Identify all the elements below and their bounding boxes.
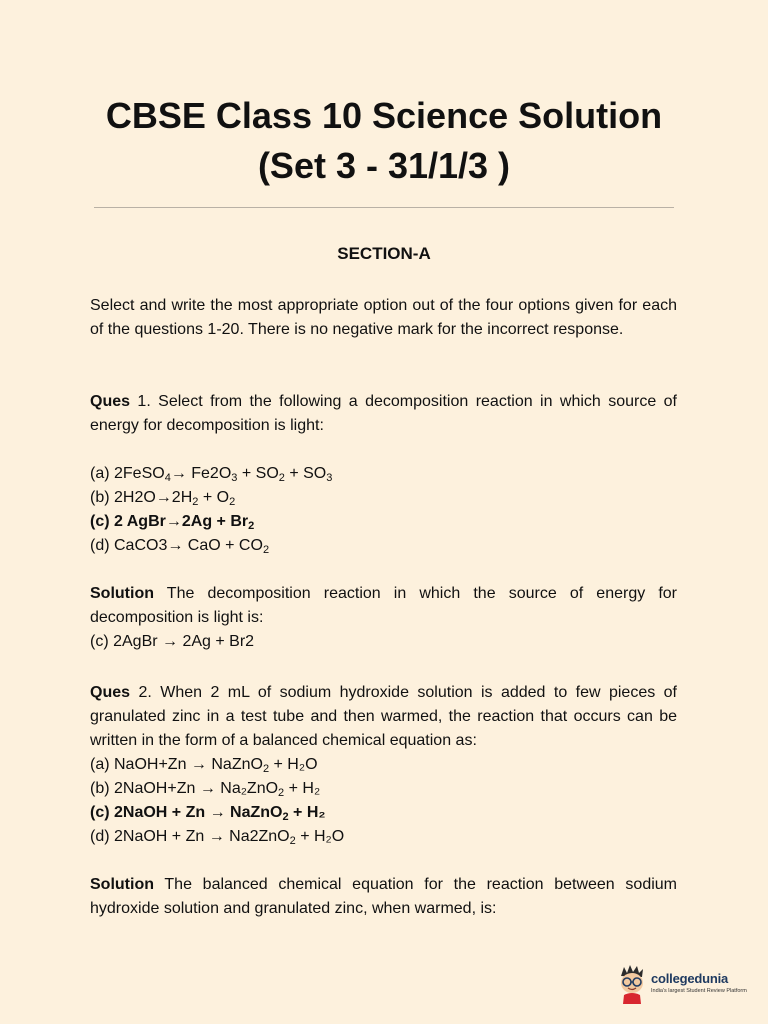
question-1-solution [90,582,677,654]
title-line-2: (Set 3 - 31/1/3 ) [257,145,511,186]
title-line-1: CBSE Class 10 Science Solution [105,95,663,136]
logo-tagline: India's largest Student Review Platform [651,988,747,994]
q1-option-d: (d) CaCO3→ CaO + $CO_2$ [90,537,270,556]
mascot-icon [615,964,649,1004]
q2-option-c-correct: (c) 2NaOH + Zn → NaZnO$_2$ + H₂ [90,804,326,823]
q2-solution-text: Solution The balanced chemical equation for the reaction between sodium hydroxide solution and granulated zinc, when warmed, is: [90,876,677,917]
q1-solution-text: Solution The decomposition reaction in which the source of energy for decomposition is light is: [90,585,677,626]
q1-option-c-correct: (c) 2 AgBr→2Ag + $Br_2$ [90,513,255,532]
question-1 [90,390,677,438]
question-2-text: 2. When 2 mL of sodium hydroxide solution is added to few pieces of granulated zinc in a test tube and then warmed, the reaction that occurs can be written in the form of a balanced chemical equation as: [90,684,677,749]
instructions-block [90,294,677,342]
logo-name: collegedunia [651,971,729,986]
question-2 [90,681,677,849]
q2-option-d: (d) 2NaOH + Zn → Na2ZnO$_2$ + H₂O [90,828,345,847]
question-1-text: 1. Select from the following a decomposition reaction in which source of energy for decomposition is light: [90,393,677,434]
question-2-solution [90,873,677,921]
document-title [0,91,768,191]
q2-option-a: (a) NaOH+Zn → NaZnO$_2$ + H₂O [90,756,318,775]
question-1-options [90,462,677,558]
q1-option-b: (b) $2H2O\to 2H_2 + O_2$ [90,489,236,508]
q2-option-b: (b) 2NaOH+Zn → Na₂ZnO$_2$ + H₂ [90,780,321,799]
q1-solution-label: Solution [90,585,154,602]
question-2-label: Ques [90,684,131,701]
q1-option-a: (a) 2FeSO$_4$→ $Fe2O_3 + SO_2 + SO_3$ [90,465,333,484]
question-2-stem [90,681,677,753]
question-1-stem [90,390,677,438]
instructions-text: Select and write the most appropriate option out of the four options given for each of the questions 1-20. There is no negative mark for the incorrect response. [90,297,677,338]
q1-solution-answer: (c) 2AgBr → 2Ag + Br2 [90,633,255,650]
title-divider [94,207,674,208]
section-heading: SECTION-A [337,244,431,263]
question-1-label: Ques [90,393,131,410]
q2-solution-label: Solution [90,876,154,893]
collegedunia-logo [615,964,747,1004]
